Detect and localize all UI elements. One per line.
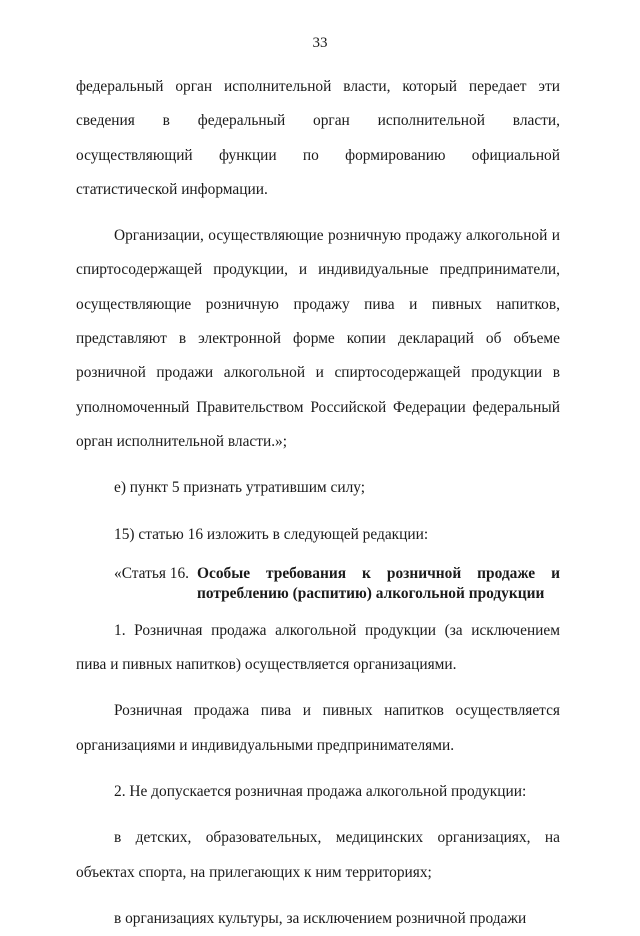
paragraph-clause-2: 2. Не допускается розничная продажа алкогольной продукции: [114,783,527,801]
paragraph-item-15: 15) статью 16 изложить в следующей редакции: [114,525,429,543]
document-body [76,70,560,936]
paragraph-item-e: е) пункт 5 признать утратившим силу; [114,479,366,497]
paragraph-organizations-declarations: Организации, осуществляющие розничную продажу алкогольной и спиртосодержащей продукции, и индивидуальные предприниматели, осуществляющие розничную продажу пива и пивных напитков, представляют в электронной форме копии деклараций об объеме розничной продажи алкогольной и спиртосодержащей продукции в уполномоченный Правительством Российской Федерации федеральный орган исполнительной власти.»; [76,227,560,450]
paragraph-beer-sales: Розничная продажа пива и пивных напитков осуществляется организациями и индивидуальными предпринимателями. [76,702,560,754]
paragraph-continuation: федеральный орган исполнительной власти, который передает эти сведения в федеральный орган исполнительной власти, осуществляющий функции по формированию официальной статистической информации. [76,78,560,198]
paragraph-prohibited-locations: в детских, образовательных, медицинских организациях, на объектах спорта, на прилегающих к ним территориях; [76,829,560,881]
paragraph-clause-1: 1. Розничная продажа алкогольной продукции (за исключением пива и пивных напитков) осуществляется организациями. [76,621,560,674]
article-title: Особые требования к розничной продаже и потреблению (распитию) алкогольной продукции [197,564,560,602]
paragraph-culture-organizations: в организациях культуры, за исключением розничной продажи [114,909,527,927]
page-number: 33 [312,35,328,51]
article-heading [76,564,560,604]
article-number: «Статья 16. [114,564,190,582]
